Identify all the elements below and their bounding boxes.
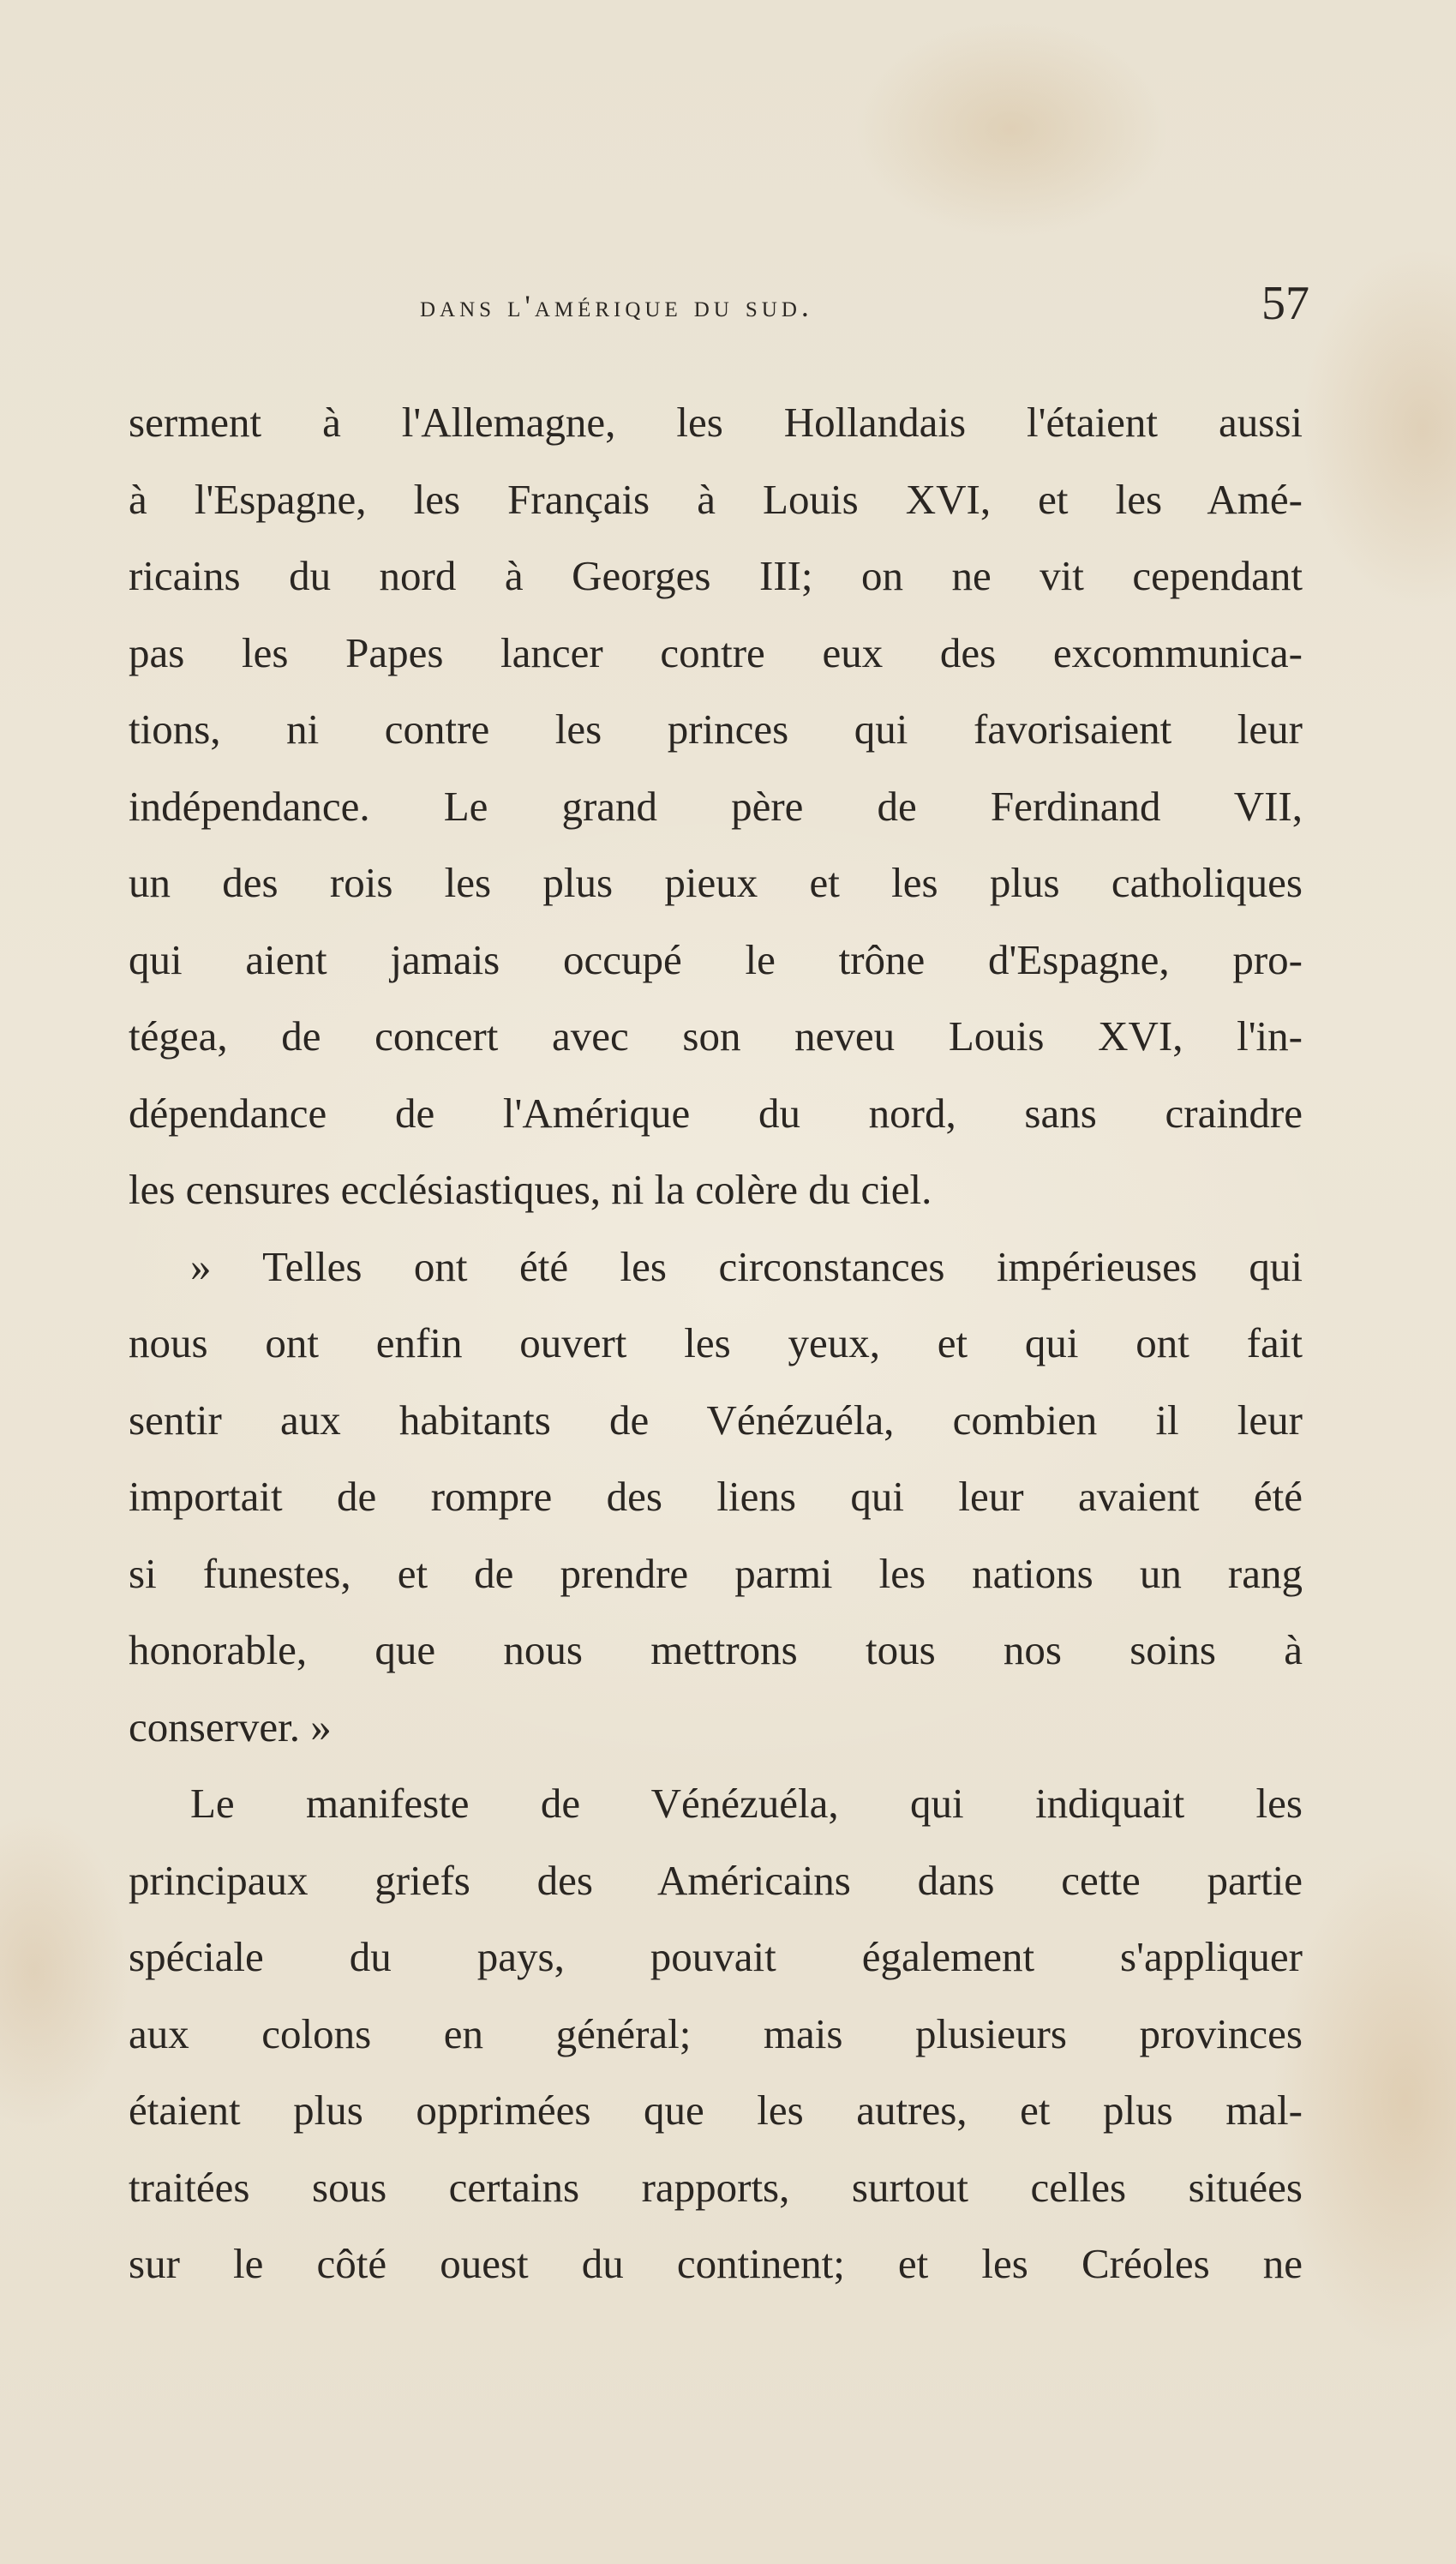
paragraph-2 <box>129 1228 1303 1766</box>
text-line: dépendance de l'Amérique du nord, sans craindre <box>129 1089 1303 1137</box>
text-line: spéciale du pays, pouvait également s'appliquer <box>129 1933 1303 1980</box>
text-line: principaux griefs des Américains dans cette partie <box>129 1856 1303 1904</box>
text-line: étaient plus opprimées que les autres, et plus mal- <box>129 2087 1303 2134</box>
paragraph-3 <box>129 1765 1303 2303</box>
text-line: sentir aux habitants de Vénézuéla, combien il leur <box>129 1396 1303 1444</box>
text-line: qui aient jamais occupé le trône d'Espagne, pro- <box>129 935 1303 983</box>
text-line: Le manifeste de Vénézuéla, qui indiquait les <box>190 1780 1303 1827</box>
text-line: ricains du nord à Georges III; on ne vit cependant <box>129 552 1303 599</box>
text-line: à l'Espagne, les Français à Louis XVI, et les Amé- <box>129 475 1303 523</box>
paragraph-1 <box>129 384 1303 1228</box>
text-line: pas les Papes lancer contre eux des excommunica- <box>129 628 1303 676</box>
page-number: 57 <box>1261 277 1309 330</box>
text-line: tégea, de concert avec son neveu Louis XVI, l'in- <box>129 1012 1303 1060</box>
running-title: dans l'amérique du sud. <box>420 289 813 323</box>
text-line: traitées sous certains rapports, surtout celles situées <box>129 2163 1303 2211</box>
text-line: serment à l'Allemagne, les Hollandais l'étaient aussi <box>129 399 1303 446</box>
text-line: indépendance. Le grand père de Ferdinand VII, <box>129 782 1303 830</box>
text-line: sur le côté ouest du continent; et les Créoles ne <box>129 2240 1303 2287</box>
body-text <box>129 384 1303 2303</box>
text-line: un des rois les plus pieux et les plus catholiques <box>129 859 1303 906</box>
text-line: importait de rompre des liens qui leur avaient été <box>129 1473 1303 1520</box>
text-line: tions, ni contre les princes qui favorisaient leur <box>129 706 1303 753</box>
text-line: honorable, que nous mettrons tous nos soins à <box>129 1626 1303 1673</box>
text-line: nous ont enfin ouvert les yeux, et qui ont fait <box>129 1319 1303 1366</box>
text-line: » Telles ont été les circonstances impérieuses qui <box>190 1242 1303 1290</box>
text-line: conserver. » <box>129 1702 332 1750</box>
running-head <box>129 276 1309 345</box>
text-line: aux colons en général; mais plusieurs provinces <box>129 2009 1303 2057</box>
text-line: les censures ecclésiastiques, ni la colère du ciel. <box>129 1166 932 1213</box>
text-line: si funestes, et de prendre parmi les nations un rang <box>129 1549 1303 1597</box>
